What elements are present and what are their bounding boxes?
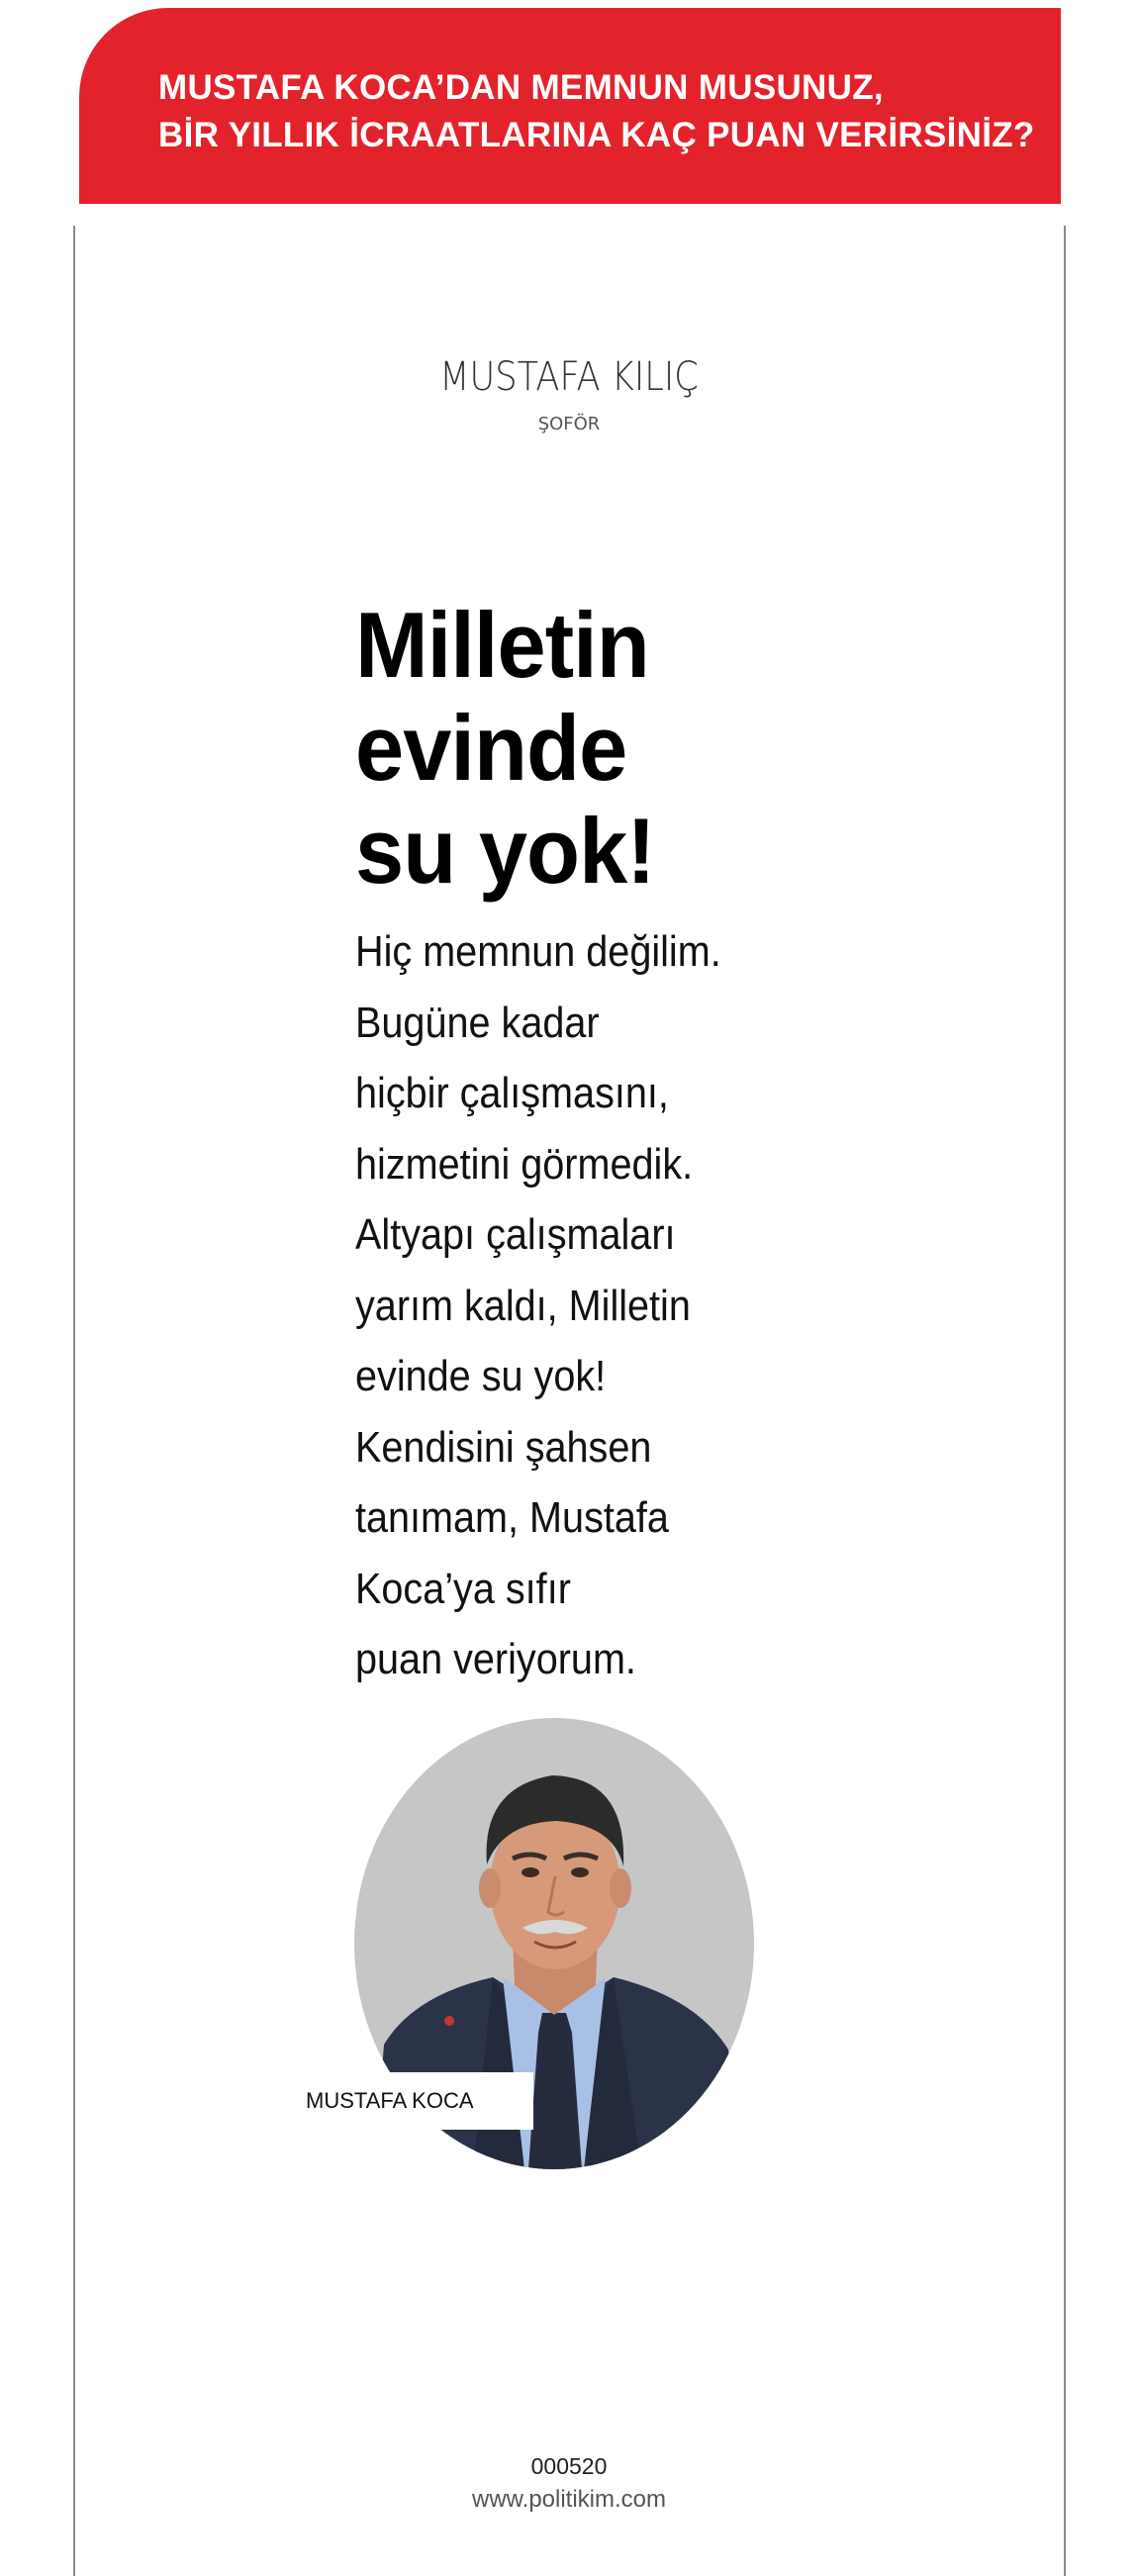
- header-banner: [79, 8, 1061, 204]
- quote-line: yarım kaldı, Milletin: [355, 1281, 691, 1330]
- quote-line: Koca’ya sıfır: [355, 1564, 571, 1613]
- headline-line: Milletin: [355, 593, 649, 697]
- respondent-name: MUSTAFA KILIÇ: [439, 354, 699, 400]
- header-question-line-2: BİR YILLIK İCRAATLARINA KAÇ PUAN VERİRSİNİZ?: [158, 116, 1035, 154]
- respondent-occupation: ŞOFÖR: [537, 414, 601, 434]
- article-code: 000520: [530, 2453, 608, 2479]
- quote-line: Altyapı çalışmaları: [355, 1210, 676, 1259]
- website-link[interactable]: www.politikim.com: [471, 2486, 667, 2513]
- headline-line: evinde: [355, 696, 627, 800]
- quote-line: Hiç memnun değilim.: [355, 927, 721, 976]
- quote-line: puan veriyorum.: [355, 1635, 636, 1683]
- quote-line: evinde su yok!: [355, 1352, 607, 1400]
- right-border-line: [1064, 226, 1066, 2576]
- quote-line: tanımam, Mustafa: [355, 1493, 669, 1542]
- header-question-line-1: MUSTAFA KOCA’DAN MEMNUN MUSUNUZ,: [158, 68, 884, 107]
- quote-line: Kendisini şahsen: [355, 1422, 652, 1472]
- quote-line: hiçbir çalışmasını,: [355, 1069, 669, 1117]
- left-border-line: [73, 226, 75, 2576]
- portrait-caption: MUSTAFA KOCA: [286, 2072, 533, 2130]
- quote-body: [355, 916, 854, 1695]
- headline-line: su yok!: [355, 799, 655, 903]
- headline: [355, 594, 820, 903]
- quote-line: hizmetini görmedik.: [355, 1139, 694, 1189]
- quote-line: Bugüne kadar: [355, 998, 600, 1047]
